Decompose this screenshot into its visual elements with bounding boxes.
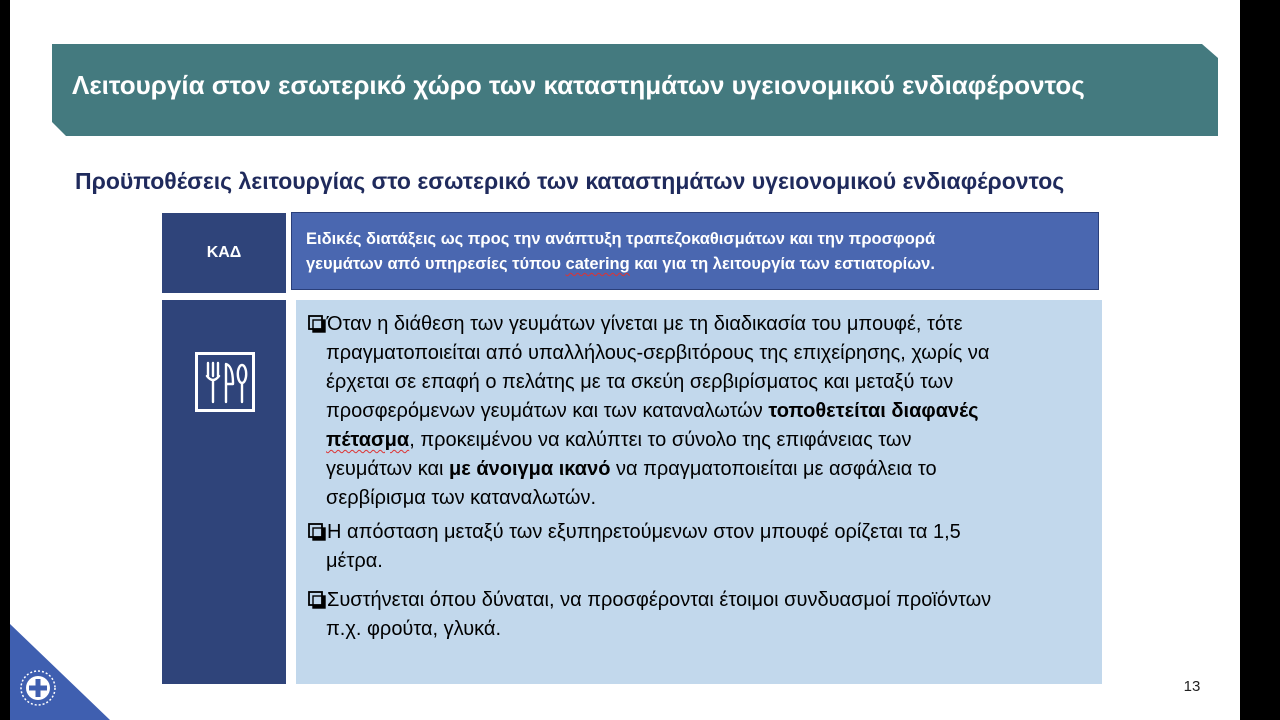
- header-line-1: Ειδικές διατάξεις ως προς την ανάπτυξη τραπεζοκαθισμάτων και την προσφορά: [306, 230, 936, 248]
- bullet-1-line-4-pre: προσφερόμενων γευμάτων και των καταναλωτών: [326, 400, 769, 422]
- bullet-3-line-2: π.χ. φρούτα, γλυκά.: [326, 618, 501, 640]
- greek-emblem-icon: [18, 668, 58, 708]
- cutlery-icon: [195, 352, 255, 412]
- bullet-1-line-6-pre: γευμάτων και: [326, 458, 450, 480]
- checkbox-bullet-icon: [308, 523, 326, 541]
- header-line-2-pre: γευμάτων από υπηρεσίες τύπου: [306, 255, 566, 273]
- checkbox-bullet-icon: [308, 591, 326, 609]
- icon-column: [162, 300, 286, 684]
- slide-title: Λειτουργία στον εσωτερικό χώρο των καταστημάτων υγειονομικού ενδιαφέροντος: [72, 70, 1085, 100]
- bullet-1-line-6-bold: με άνοιγμα ικανό: [449, 458, 611, 480]
- bullet-3-line-1: Συστήνεται όπου δύναται, να προσφέρονται έτοιμοι συνδυασμοί προϊόντων: [327, 589, 992, 611]
- left-edge: [0, 0, 10, 720]
- bullet-2-line-2: μέτρα.: [326, 550, 383, 572]
- bullet-item-2: [308, 518, 961, 576]
- header-line-2: [306, 252, 1098, 277]
- bullet-1-line-6: [308, 455, 990, 484]
- bullet-1-line-1: Όταν η διάθεση των γευμάτων γίνεται με τη διαδικασία του μπουφέ, τότε: [327, 313, 963, 335]
- bullet-1-line-5: [308, 426, 990, 455]
- header-line-2-post: και για τη λειτουργία των εστιατορίων.: [629, 255, 935, 273]
- right-edge: [1240, 0, 1280, 720]
- kad-header-cell: [162, 213, 286, 293]
- catering-word: catering: [565, 255, 630, 273]
- bullet-item-3: [308, 586, 991, 644]
- bullet-item-1: [308, 310, 990, 513]
- bullet-1-line-7: σερβίρισμα των καταναλωτών.: [326, 487, 597, 509]
- bullet-1-line-3: έρχεται σε επαφή ο πελάτης με τα σκεύη σερβιρίσματος και μεταξύ των: [326, 371, 954, 393]
- bullet-1-line-6-post: να πραγματοποιείται με ασφάλεια το: [610, 458, 937, 480]
- checkbox-bullet-icon: [308, 315, 326, 333]
- provisions-header-cell: [291, 212, 1099, 290]
- slide-subtitle: Προϋποθέσεις λειτουργίας στο εσωτερικό των καταστημάτων υγειονομικού ενδιαφέροντος: [75, 168, 1065, 194]
- kad-label: ΚΑΔ: [206, 244, 242, 261]
- bullet-1-line-4-bold: τοποθετείται διαφανές: [768, 400, 979, 422]
- bullet-2-line-1: Η απόσταση μεταξύ των εξυπηρετούμενων στον μπουφέ ορίζεται τα 1,5: [327, 521, 961, 543]
- page-number: 13: [1183, 678, 1201, 695]
- bullet-1-line-5-post: , προκειμένου να καλύπτει το σύνολο της επιφάνειας των: [409, 429, 912, 451]
- bullet-1-line-5-bold: πέτασμα: [326, 429, 410, 451]
- bullet-1-line-4: [308, 397, 990, 426]
- bullet-1-line-2: πραγματοποιείται από υπαλλήλους-σερβιτόρους της επιχείρησης, χωρίς να: [326, 342, 990, 364]
- provisions-content: [296, 300, 1102, 684]
